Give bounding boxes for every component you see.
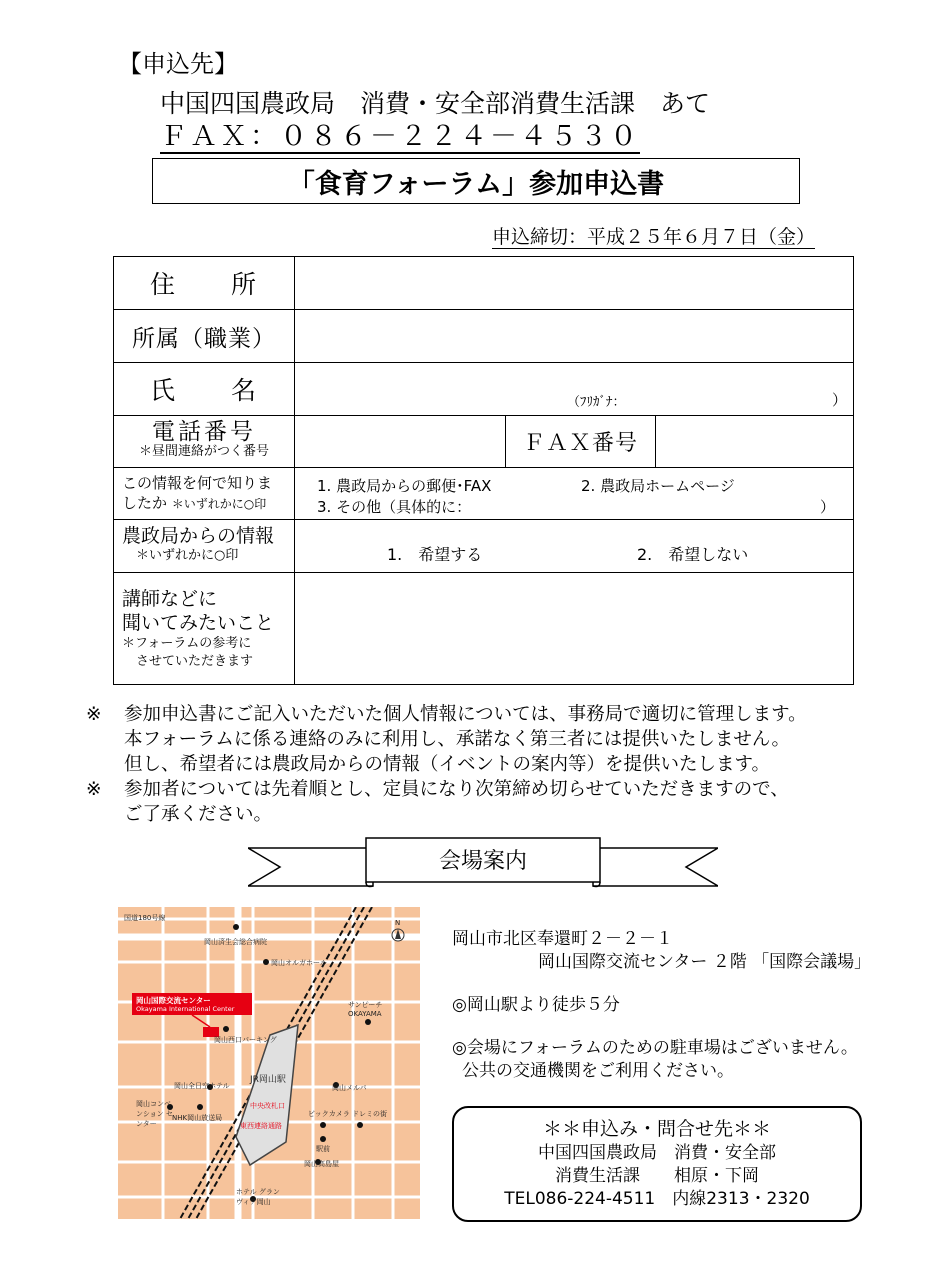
source-options (295, 468, 854, 520)
venue-ribbon (248, 834, 718, 892)
info-option-2[interactable]: 2. 希望しない (637, 545, 749, 564)
furigana-close: ） (832, 391, 848, 409)
venue-parking-1: ◎会場にフォーラムのための駐車場はございません。 (452, 1038, 858, 1058)
source-row (114, 468, 854, 520)
note-mark: ※ (86, 704, 102, 725)
venue-access: ◎岡山駅より徒歩５分 (452, 995, 620, 1015)
source-label-cell (114, 468, 295, 520)
map-hospital-label: 岡山済生会総合病院 (204, 938, 267, 946)
note-1 (86, 702, 807, 777)
name-field[interactable] (295, 363, 854, 416)
fax-label: ＦＡＸ番号 (506, 416, 656, 468)
map-ekimae-label: 駅前 (316, 1145, 330, 1153)
notes (86, 702, 807, 827)
questions-note-1: ＊フォーラムの参考に (122, 635, 252, 651)
map-orgaball-label: 岡山オルガホール (271, 959, 327, 967)
form-title: 「食育フォーラム」参加申込書 (287, 168, 665, 200)
map-hotel-ana-label: 岡山全日空ホテル (174, 1082, 230, 1090)
phone-note: ＊昼間連絡がつく番号 (138, 443, 269, 459)
info-label: 農政局からの情報 (122, 525, 275, 547)
contact-line-3: TEL086-224-4511 内線2313・2320 (504, 1189, 810, 1209)
furigana-open: （ﾌﾘｶﾞﾅ： (567, 395, 626, 410)
phone-label: 電話番号 (152, 418, 256, 445)
map-nhk-label: NHK岡山放送局 (172, 1114, 223, 1122)
map-station-label: JR岡山駅 (250, 1075, 286, 1085)
note-2 (86, 777, 807, 827)
application-form (113, 256, 854, 685)
note-line: 但し、希望者には農政局からの情報（イベントの案内等）を提供いたします。 (124, 754, 771, 775)
source-option-1[interactable]: 1. 農政局からの郵便･FAX (317, 477, 492, 495)
map-center-en-label: Okayama International Center (136, 1005, 235, 1013)
phone-row (114, 416, 854, 468)
address-row (114, 257, 854, 310)
contact-box (452, 1106, 862, 1222)
venue-map (118, 907, 420, 1219)
address-field[interactable] (295, 257, 854, 310)
note-line: 参加申込書にご記入いただいた個人情報については、事務局で適切に管理します。 (124, 704, 807, 725)
map-bic-label: ビックカメラ (308, 1110, 350, 1118)
destination-name: 中国四国農政局 消費・安全部消費生活課 あて (160, 89, 711, 118)
source-label-2: したか (122, 494, 168, 512)
fax-number: ＦＡＸ：０８６－２２４－４５３０ (160, 121, 640, 152)
source-option-3-close: ） (820, 498, 836, 516)
map-convention-label: 岡山コンベンション センター (136, 1100, 173, 1128)
deadline: 申込締切：平成２５年６月７日（金） (492, 226, 816, 248)
affiliation-label: 所属（職業） (114, 310, 295, 363)
info-row (114, 520, 854, 573)
source-label-1: この情報を何で知りま (122, 474, 273, 492)
map-center-label: 岡山国際交流センター (136, 996, 211, 1005)
contact-line-2: 消費生活課 相原・下岡 (555, 1166, 759, 1186)
venue-building: 岡山国際交流センター ２階 「国際会議場」 (538, 952, 872, 972)
map-sunpiazza-label: サンピーチ OKAYAMA (348, 1001, 383, 1018)
name-row (114, 363, 854, 416)
address-label: 住 所 (114, 257, 295, 310)
info-option-1[interactable]: 1. 希望する (387, 545, 483, 564)
map-mellow-label: 岡山メルパ (332, 1084, 367, 1092)
questions-note-2: させていただきます (136, 653, 254, 669)
affiliation-field[interactable] (295, 310, 854, 363)
questions-row (114, 573, 854, 685)
map-passage-label: 東西連絡通路 (240, 1122, 282, 1130)
contact-heading: ＊＊申込み・問合せ先＊＊ (542, 1118, 771, 1140)
note-line: 本フォーラムに係る連絡のみに利用し、承諾なく第三者には提供いたしません。 (124, 729, 791, 750)
source-option-3[interactable]: 3. その他（具体的に： (317, 498, 472, 516)
map-granvia-label: ホテル グランヴィア岡山 (236, 1188, 280, 1206)
note-line: ご了承ください。 (124, 804, 273, 825)
phone-label-cell (114, 416, 295, 468)
questions-label-1: 講師などに (122, 587, 218, 610)
note-line: 参加者については先着順とし、定員になり次第締め切らせていただきますので、 (124, 779, 789, 800)
form-title-box (152, 158, 800, 204)
source-option-2[interactable]: 2. 農政局ホームページ (581, 477, 735, 495)
note-mark: ※ (86, 779, 102, 800)
venue-heading: 会場案内 (438, 849, 527, 874)
venue-address: 岡山市北区奉還町２－２－１ (452, 929, 673, 949)
destination-label: 【申込先】 (118, 50, 238, 78)
map-roads-icon (118, 907, 420, 1219)
map-dremi-label: ドレミの街 (352, 1110, 387, 1118)
fax-field[interactable] (656, 416, 854, 468)
info-options (295, 520, 854, 573)
contact-line-1: 中国四国農政局 消費・安全部 (538, 1143, 776, 1163)
map-takashimaya-label: 岡山高島屋 (304, 1160, 339, 1168)
info-label-cell (114, 520, 295, 573)
affiliation-row (114, 310, 854, 363)
map-parking-label: 岡山西口パーキング (214, 1036, 277, 1044)
name-label: 氏 名 (114, 363, 295, 416)
venue-parking-2: 公共の交通機関をご利用ください。 (462, 1061, 734, 1081)
map-route-label: 国道180号線 (124, 914, 166, 922)
venue-info (452, 928, 871, 1083)
info-note: ＊いずれかに○印 (136, 548, 239, 563)
phone-field[interactable] (295, 416, 506, 468)
map-central-exit-label: 中央改札口 (250, 1102, 285, 1110)
map-north-label: N (395, 919, 401, 927)
source-note: ＊いずれかに○印 (171, 497, 267, 511)
questions-label-cell (114, 573, 295, 685)
questions-label-2: 聞いてみたいこと (122, 611, 275, 634)
questions-field[interactable] (295, 573, 854, 685)
